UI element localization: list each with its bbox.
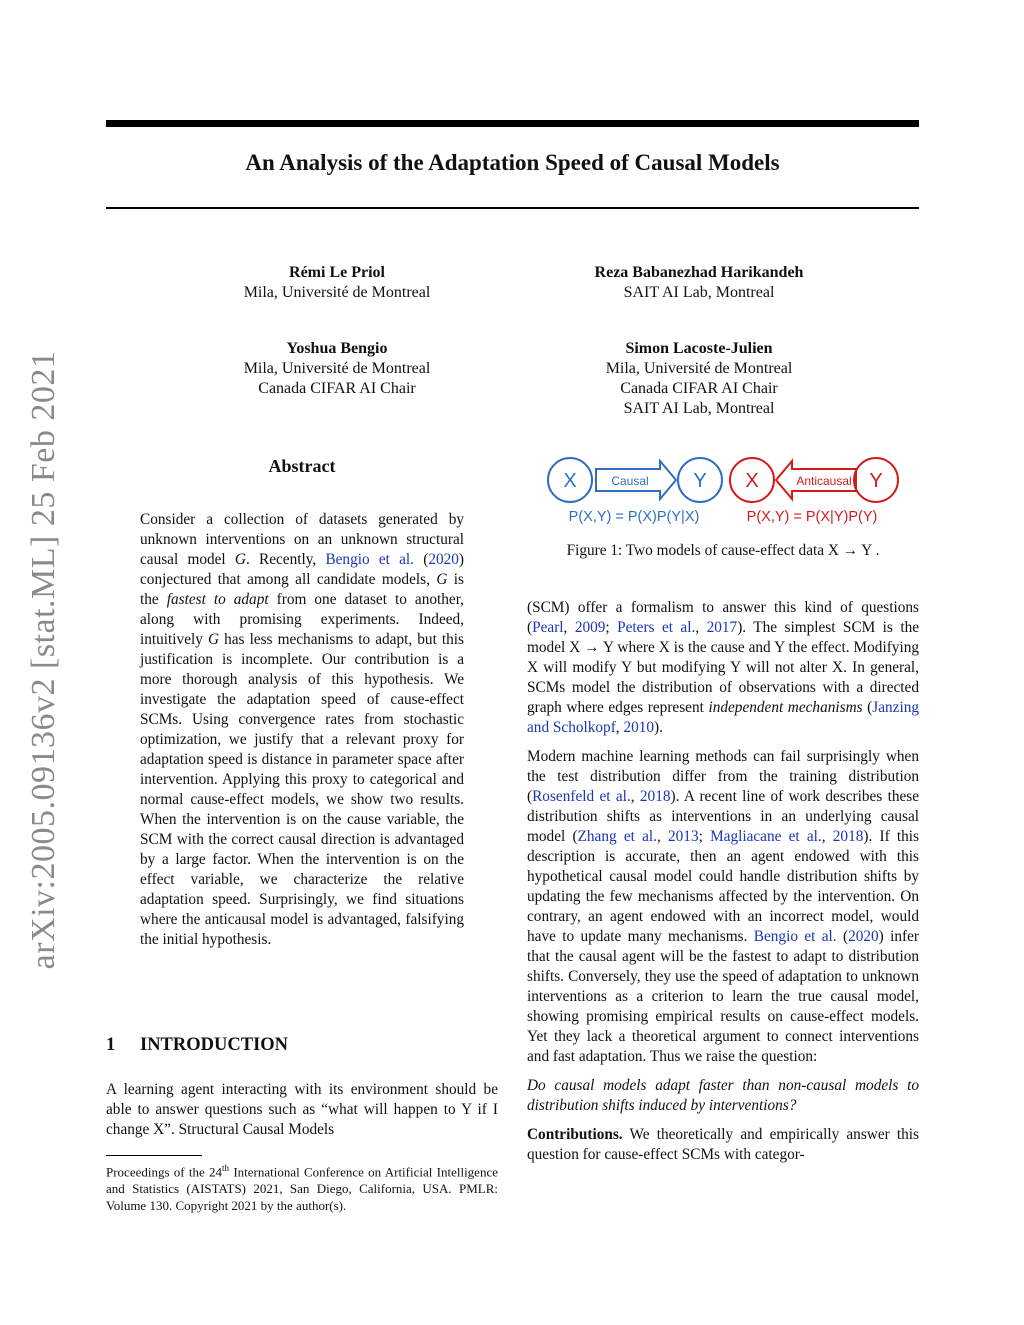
causal-y-label: Y [693, 470, 707, 492]
causal-arrow-label: Causal [611, 474, 649, 488]
citation-link[interactable]: Peters et al. [617, 619, 696, 636]
author-block [147, 339, 527, 399]
author-name: Reza Babanezhad Harikandeh [594, 264, 804, 281]
author-affiliation: SAIT AI Lab, Montreal [623, 284, 775, 301]
citation-link[interactable]: Zhang et al. [577, 828, 657, 845]
citation-year-link[interactable]: 2017 [706, 619, 738, 636]
citation-link[interactable]: Bengio et al. [325, 551, 414, 568]
citation-year-link[interactable]: 2009 [574, 619, 606, 636]
research-question: Do causal models adapt faster than non-causal models to distribution shifts induced by interventions? [527, 1077, 919, 1114]
figure-cause-effect-diagram [540, 455, 900, 530]
citation-year-link[interactable]: 2010 [623, 719, 655, 736]
paper-title: An Analysis of the Adaptation Speed of Causal Models [245, 150, 780, 175]
citation-year-link[interactable]: 2018 [832, 828, 864, 845]
contributions-label: Contributions. [527, 1126, 623, 1143]
citation-year-link[interactable]: 2020 [428, 551, 459, 568]
citation-link[interactable]: Janzing and Scholkopf [527, 699, 919, 736]
citation-year-link[interactable]: 2020 [848, 928, 879, 945]
anticausal-x-label: X [745, 470, 759, 492]
author-affiliation: Canada CIFAR AI Chair [620, 380, 778, 397]
author-affiliation: Mila, Université de Montreal [243, 360, 431, 377]
figure-caption: Figure 1: Two models of cause-effect data X → Y . [566, 542, 880, 559]
citation-year-link[interactable]: 2018 [639, 788, 671, 805]
author-block [147, 263, 527, 303]
author-affiliation: SAIT AI Lab, Montreal [623, 400, 775, 417]
causal-x-label: X [563, 470, 577, 492]
right-column [527, 598, 919, 1174]
author-affiliation: Canada CIFAR AI Chair [258, 380, 416, 397]
author-affiliation: Mila, Université de Montreal [605, 360, 793, 377]
arxiv-stamp-text: arXiv:2005.09136v2 [stat.ML] 25 Feb 2021 [25, 350, 62, 970]
contributions-paragraph: Contributions. We theoretically and empirically answer this question for cause-effect SCMs with categor- [527, 1126, 919, 1163]
title-rule-bottom [106, 207, 919, 209]
footnote-rule [106, 1155, 202, 1156]
author-block [509, 263, 889, 303]
author-name: Simon Lacoste-Julien [625, 340, 773, 357]
anticausal-formula: P(X,Y) = P(X|Y)P(Y) [746, 509, 878, 525]
author-block [509, 339, 889, 419]
anticausal-arrow-label: Anticausal [796, 474, 852, 488]
author-affiliation: Mila, Université de Montreal [243, 284, 431, 301]
section-number: 1 [106, 1035, 116, 1055]
anticausal-y-label: Y [869, 470, 883, 492]
intro-paragraph: A learning agent interacting with its environment should be able to answer questions such as “what will happen to Y if I change X”. Structural Causal Models [106, 1081, 498, 1138]
paragraph: Modern machine learning methods can fail surprisingly when the test distribution differ from the training distribution (Rosenfeld et al., 2018). A recent line of work describes these distribution shifts as interventions in an underlying causal model (Zhang et al., 2013; Magliacane et al., 2018). If this description is accurate, then an agent endowed with this hypothetical causal model could handle distribution shifts by updating the few mechanisms affected by the intervention. On contrary, an agent endowed with an incorrect model, would have to update many mechanisms. Bengio et al. (2020) infer that the causal agent will be the fastest to adapt to distribution shifts. Conversely, they use the speed of adaptation to unknown interventions as a criterion to learn the true causal model, showing promising empirical results on cause-effect models. Yet they lack a theoretical argument to connect interventions and fast adaptation. Thus we raise the question: [527, 748, 920, 1065]
citation-year-link[interactable]: 2013 [668, 828, 699, 845]
author-name: Rémi Le Priol [289, 264, 385, 281]
abstract-body: Consider a collection of datasets generated by unknown interventions on an unknown structural causal model G. Recently, Bengio et al. (2020) conjectured that among all candidate models, G is the fastest to adapt from one dataset to another, along with promising experiments. Indeed, intuitively G has less mechanisms to adapt, but this justification is incomplete. Our contribution is a more thorough analysis of this hypothesis. We investigate the adaptation speed of cause-effect SCMs. Using convergence rates from stochastic optimization, we justify that a relevant proxy for adaptation speed is distance in parameter space after intervention. Applying this proxy to categorical and normal cause-effect models, we show two results. When the intervention is on the cause variable, the SCM with the correct causal direction is advantaged by a large factor. When the intervention is on the effect variable, we characterize the relative adaptation speed. Surprisingly, we find situations where the anticausal model is advantaged, falsifying the initial hypothesis. [140, 511, 465, 948]
author-name: Yoshua Bengio [286, 340, 388, 357]
section-heading [106, 1035, 498, 1056]
title-rule-top [106, 120, 919, 127]
citation-link[interactable]: Rosenfeld et al. [532, 788, 631, 805]
section-title: INTRODUCTION [140, 1035, 289, 1055]
footnote: Proceedings of the 24th International Conference on Artificial Intelligence and Statistics (AISTATS) 2021, San Diego, California, USA. PMLR: Volume 130. Copyright 2021 by the author(s). [106, 1163, 498, 1214]
abstract-heading: Abstract [268, 456, 336, 476]
paragraph: (SCM) offer a formalism to answer this kind of questions (Pearl, 2009; Peters et al., 2017). The simplest SCM is the model X → Y where X is the cause and Y the effect. Modifying X will modify Y but modifying Y will not alter X. In general, SCMs model the distribution of observations with a directed graph where edges represent independent mechanisms (Janzing and Scholkopf, 2010). [527, 599, 920, 736]
citation-link[interactable]: Bengio et al. [753, 928, 837, 945]
citation-link[interactable]: Pearl [532, 619, 564, 636]
citation-link[interactable]: Magliacane et al. [710, 828, 822, 845]
causal-formula: P(X,Y) = P(X)P(Y|X) [568, 509, 700, 525]
